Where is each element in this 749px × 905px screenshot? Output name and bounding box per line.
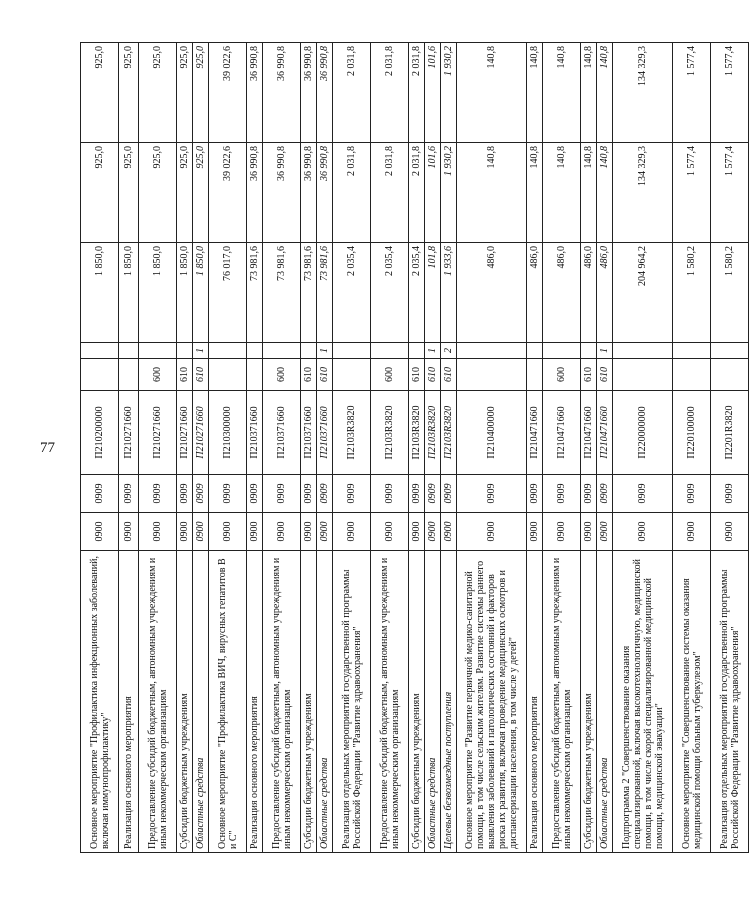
cell-sum-3: 1 930,2 xyxy=(441,43,457,143)
cell-expense-type: 610 xyxy=(425,359,441,391)
table-row xyxy=(425,43,441,853)
cell-target-article: П210471660 xyxy=(527,391,543,475)
cell-sum-1: 76 017,0 xyxy=(209,243,247,343)
cell-expense-type: 600 xyxy=(371,359,409,391)
cell-razdel: 0900 xyxy=(81,513,119,551)
cell-expense-type: 610 xyxy=(581,359,597,391)
cell-name: Основное мероприятие "Профилактика ВИЧ, вирусных гепатитов В и С" xyxy=(209,551,247,853)
cell-sum-3: 925,0 xyxy=(119,43,139,143)
cell-expense-type xyxy=(613,359,673,391)
cell-name: Субсидии бюджетным учреждениям xyxy=(581,551,597,853)
cell-podrazdel: 0909 xyxy=(581,475,597,513)
cell-funding-source xyxy=(613,343,673,359)
cell-sum-2: 39 022,6 xyxy=(209,143,247,243)
cell-name: Основное мероприятие "Профилактика инфекционных заболеваний, включая иммунопрофилактику" xyxy=(81,551,119,853)
cell-expense-type: 610 xyxy=(193,359,209,391)
cell-podrazdel: 0909 xyxy=(301,475,317,513)
cell-name: Областные средства xyxy=(193,551,209,853)
cell-podrazdel: 0909 xyxy=(527,475,543,513)
cell-expense-type: 600 xyxy=(139,359,177,391)
cell-sum-1: 73 981,6 xyxy=(247,243,263,343)
cell-razdel: 0900 xyxy=(301,513,317,551)
cell-sum-2: 1 577,4 xyxy=(673,143,711,243)
cell-sum-3: 2 031,8 xyxy=(409,43,425,143)
cell-razdel: 0900 xyxy=(139,513,177,551)
cell-sum-2: 925,0 xyxy=(193,143,209,243)
cell-name: Реализация основного мероприятия xyxy=(119,551,139,853)
cell-sum-3: 134 329,3 xyxy=(613,43,673,143)
cell-target-article: П210471660 xyxy=(597,391,613,475)
cell-sum-3: 925,0 xyxy=(177,43,193,143)
cell-sum-3: 925,0 xyxy=(193,43,209,143)
cell-target-article: П210371660 xyxy=(301,391,317,475)
cell-podrazdel: 0909 xyxy=(193,475,209,513)
cell-target-article: П220100000 xyxy=(673,391,711,475)
cell-podrazdel: 0909 xyxy=(209,475,247,513)
cell-name: Подпрограмма 2 "Совершенствование оказания специализированной, включая высокотехнологичную, медицинской помощи, в том числе скорой специализированной медицинской помощи, медицинской эвакуации" xyxy=(613,551,673,853)
cell-sum-3: 101,6 xyxy=(425,43,441,143)
cell-name: Реализация основного мероприятия xyxy=(247,551,263,853)
cell-sum-2: 36 990,8 xyxy=(301,143,317,243)
cell-sum-3: 36 990,8 xyxy=(317,43,333,143)
cell-razdel: 0900 xyxy=(263,513,301,551)
cell-sum-2: 36 990,8 xyxy=(317,143,333,243)
table-row xyxy=(193,43,209,853)
table-row xyxy=(597,43,613,853)
cell-target-article: П2103R3820 xyxy=(333,391,371,475)
cell-funding-source xyxy=(371,343,409,359)
cell-expense-type xyxy=(119,359,139,391)
cell-sum-1: 2 035,4 xyxy=(371,243,409,343)
cell-razdel: 0900 xyxy=(457,513,527,551)
cell-funding-source xyxy=(409,343,425,359)
cell-razdel: 0900 xyxy=(441,513,457,551)
cell-razdel: 0900 xyxy=(597,513,613,551)
cell-expense-type: 600 xyxy=(543,359,581,391)
cell-target-article: П210271660 xyxy=(139,391,177,475)
cell-sum-1: 1 850,0 xyxy=(139,243,177,343)
cell-expense-type: 610 xyxy=(441,359,457,391)
cell-sum-2: 140,8 xyxy=(581,143,597,243)
cell-name: Реализация основного мероприятия xyxy=(527,551,543,853)
cell-sum-3: 2 031,8 xyxy=(333,43,371,143)
cell-expense-type xyxy=(711,359,749,391)
cell-razdel: 0900 xyxy=(613,513,673,551)
cell-expense-type: 610 xyxy=(177,359,193,391)
table-row xyxy=(673,43,711,853)
cell-sum-3: 140,8 xyxy=(457,43,527,143)
cell-target-article: П210371660 xyxy=(247,391,263,475)
cell-sum-2: 2 031,8 xyxy=(371,143,409,243)
cell-podrazdel: 0909 xyxy=(333,475,371,513)
table-row xyxy=(543,43,581,853)
cell-sum-3: 2 031,8 xyxy=(371,43,409,143)
cell-razdel: 0900 xyxy=(371,513,409,551)
cell-expense-type xyxy=(673,359,711,391)
cell-expense-type xyxy=(209,359,247,391)
cell-sum-1: 1 850,0 xyxy=(177,243,193,343)
cell-razdel: 0900 xyxy=(673,513,711,551)
cell-sum-3: 36 990,8 xyxy=(263,43,301,143)
cell-target-article: П2103R3820 xyxy=(441,391,457,475)
cell-razdel: 0900 xyxy=(177,513,193,551)
cell-target-article: П210471660 xyxy=(581,391,597,475)
cell-razdel: 0900 xyxy=(119,513,139,551)
cell-target-article: П210400000 xyxy=(457,391,527,475)
cell-funding-source xyxy=(139,343,177,359)
cell-sum-3: 140,8 xyxy=(527,43,543,143)
cell-sum-1: 2 035,4 xyxy=(409,243,425,343)
cell-sum-1: 1 580,2 xyxy=(711,243,749,343)
cell-target-article: П2103R3820 xyxy=(425,391,441,475)
cell-razdel: 0900 xyxy=(425,513,441,551)
cell-sum-1: 486,0 xyxy=(581,243,597,343)
table-row xyxy=(301,43,317,853)
cell-name: Предоставление субсидий бюджетным, автономным учреждениям и иным некоммерческим организациям xyxy=(263,551,301,853)
cell-sum-2: 925,0 xyxy=(177,143,193,243)
cell-sum-3: 925,0 xyxy=(81,43,119,143)
cell-name: Предоставление субсидий бюджетным, автономным учреждениям и иным некоммерческим организациям xyxy=(543,551,581,853)
cell-podrazdel: 0909 xyxy=(263,475,301,513)
table-row xyxy=(371,43,409,853)
cell-target-article: П210371660 xyxy=(263,391,301,475)
cell-sum-1: 2 035,4 xyxy=(333,243,371,343)
cell-name: Областные средства xyxy=(597,551,613,853)
cell-name: Основное мероприятие "Совершенствование системы оказания медицинской помощи больным туберкулезом" xyxy=(673,551,711,853)
cell-funding-source: 1 xyxy=(193,343,209,359)
cell-sum-3: 1 577,4 xyxy=(711,43,749,143)
cell-target-article: П2103R3820 xyxy=(371,391,409,475)
cell-funding-source xyxy=(333,343,371,359)
cell-name: Субсидии бюджетным учреждениям xyxy=(409,551,425,853)
table-row xyxy=(409,43,425,853)
cell-expense-type: 610 xyxy=(317,359,333,391)
cell-sum-3: 140,8 xyxy=(581,43,597,143)
cell-razdel: 0900 xyxy=(409,513,425,551)
cell-podrazdel: 0909 xyxy=(673,475,711,513)
table-row xyxy=(139,43,177,853)
cell-expense-type xyxy=(333,359,371,391)
cell-sum-3: 36 990,8 xyxy=(301,43,317,143)
cell-expense-type: 610 xyxy=(301,359,317,391)
cell-target-article: П210300000 xyxy=(209,391,247,475)
cell-funding-source: 2 xyxy=(441,343,457,359)
cell-funding-source: 1 xyxy=(317,343,333,359)
rotated-table-wrapper xyxy=(80,43,741,853)
table-row xyxy=(247,43,263,853)
cell-podrazdel: 0909 xyxy=(119,475,139,513)
cell-sum-1: 101,8 xyxy=(425,243,441,343)
cell-funding-source xyxy=(581,343,597,359)
cell-razdel: 0900 xyxy=(209,513,247,551)
cell-name: Предоставление субсидий бюджетным, автономным учреждениям и иным некоммерческим организациям xyxy=(139,551,177,853)
cell-sum-2: 140,8 xyxy=(543,143,581,243)
cell-funding-source xyxy=(177,343,193,359)
cell-name: Областные средства xyxy=(425,551,441,853)
cell-sum-1: 73 981,6 xyxy=(317,243,333,343)
cell-funding-source xyxy=(81,343,119,359)
cell-sum-3: 36 990,8 xyxy=(247,43,263,143)
cell-podrazdel: 0909 xyxy=(597,475,613,513)
cell-podrazdel: 0909 xyxy=(247,475,263,513)
cell-funding-source: 1 xyxy=(597,343,613,359)
cell-sum-1: 73 981,6 xyxy=(301,243,317,343)
cell-razdel: 0900 xyxy=(527,513,543,551)
cell-target-article: П210200000 xyxy=(81,391,119,475)
cell-name: Предоставление субсидий бюджетным, автономным учреждениям и иным некоммерческим организациям xyxy=(371,551,409,853)
cell-sum-2: 1 930,2 xyxy=(441,143,457,243)
cell-sum-1: 1 850,0 xyxy=(81,243,119,343)
cell-target-article: П220000000 xyxy=(613,391,673,475)
cell-razdel: 0900 xyxy=(193,513,209,551)
table-row xyxy=(441,43,457,853)
cell-razdel: 0900 xyxy=(581,513,597,551)
cell-podrazdel: 0909 xyxy=(457,475,527,513)
cell-expense-type xyxy=(457,359,527,391)
table-row xyxy=(119,43,139,853)
cell-sum-2: 36 990,8 xyxy=(247,143,263,243)
cell-funding-source xyxy=(543,343,581,359)
cell-sum-2: 140,8 xyxy=(527,143,543,243)
cell-sum-2: 36 990,8 xyxy=(263,143,301,243)
cell-target-article: П2103R3820 xyxy=(409,391,425,475)
cell-podrazdel: 0909 xyxy=(81,475,119,513)
cell-podrazdel: 0909 xyxy=(317,475,333,513)
cell-sum-1: 486,0 xyxy=(457,243,527,343)
cell-sum-1: 486,0 xyxy=(527,243,543,343)
cell-sum-2: 925,0 xyxy=(81,143,119,243)
cell-sum-1: 1 933,6 xyxy=(441,243,457,343)
cell-razdel: 0900 xyxy=(333,513,371,551)
cell-expense-type: 610 xyxy=(409,359,425,391)
table-row xyxy=(711,43,749,853)
cell-sum-2: 1 577,4 xyxy=(711,143,749,243)
cell-sum-2: 2 031,8 xyxy=(409,143,425,243)
table-row xyxy=(457,43,527,853)
cell-name: Целевые безвозмездные поступления xyxy=(441,551,457,853)
cell-podrazdel: 0909 xyxy=(371,475,409,513)
cell-target-article: П210271660 xyxy=(177,391,193,475)
table-row xyxy=(333,43,371,853)
cell-funding-source xyxy=(527,343,543,359)
cell-sum-3: 140,8 xyxy=(597,43,613,143)
table-row xyxy=(527,43,543,853)
cell-sum-1: 204 964,2 xyxy=(613,243,673,343)
cell-podrazdel: 0909 xyxy=(711,475,749,513)
cell-sum-3: 1 577,4 xyxy=(673,43,711,143)
cell-sum-3: 925,0 xyxy=(139,43,177,143)
cell-sum-1: 486,0 xyxy=(597,243,613,343)
cell-podrazdel: 0909 xyxy=(441,475,457,513)
cell-podrazdel: 0909 xyxy=(139,475,177,513)
cell-funding-source xyxy=(263,343,301,359)
budget-table xyxy=(80,42,749,853)
cell-sum-2: 134 329,3 xyxy=(613,143,673,243)
table-row xyxy=(613,43,673,853)
table-row xyxy=(209,43,247,853)
cell-sum-2: 925,0 xyxy=(139,143,177,243)
cell-funding-source xyxy=(247,343,263,359)
cell-podrazdel: 0909 xyxy=(543,475,581,513)
cell-expense-type xyxy=(527,359,543,391)
cell-sum-2: 140,8 xyxy=(597,143,613,243)
table-row xyxy=(81,43,119,853)
cell-target-article: П210471660 xyxy=(543,391,581,475)
cell-podrazdel: 0909 xyxy=(613,475,673,513)
cell-funding-source: 1 xyxy=(425,343,441,359)
cell-razdel: 0900 xyxy=(317,513,333,551)
cell-name: Субсидии бюджетным учреждениям xyxy=(177,551,193,853)
cell-sum-1: 486,0 xyxy=(543,243,581,343)
cell-sum-3: 39 022,6 xyxy=(209,43,247,143)
cell-razdel: 0900 xyxy=(247,513,263,551)
table-row xyxy=(263,43,301,853)
cell-name: Основное мероприятие "Развитие первичной медико-санитарной помощи, в том числе сельским жителям. Развитие системы раннего выявления заболеваний и патологических состояний и факторов риска их развития, включая проведение медицинских осмотров и диспансеризации населения, в том числе у детей" xyxy=(457,551,527,853)
cell-expense-type xyxy=(247,359,263,391)
cell-podrazdel: 0909 xyxy=(409,475,425,513)
cell-podrazdel: 0909 xyxy=(425,475,441,513)
cell-sum-1: 1 850,0 xyxy=(193,243,209,343)
cell-razdel: 0900 xyxy=(543,513,581,551)
cell-name: Областные средства xyxy=(317,551,333,853)
cell-funding-source xyxy=(711,343,749,359)
page-number: 77 xyxy=(40,440,55,456)
cell-funding-source xyxy=(457,343,527,359)
cell-funding-source xyxy=(119,343,139,359)
cell-name: Субсидии бюджетным учреждениям xyxy=(301,551,317,853)
cell-target-article: П210271660 xyxy=(119,391,139,475)
cell-expense-type: 600 xyxy=(263,359,301,391)
cell-sum-2: 101,6 xyxy=(425,143,441,243)
cell-podrazdel: 0909 xyxy=(177,475,193,513)
table-row xyxy=(317,43,333,853)
cell-sum-1: 1 850,0 xyxy=(119,243,139,343)
cell-funding-source xyxy=(209,343,247,359)
cell-razdel: 0900 xyxy=(711,513,749,551)
cell-sum-2: 140,8 xyxy=(457,143,527,243)
cell-target-article: П210371660 xyxy=(317,391,333,475)
cell-sum-2: 2 031,8 xyxy=(333,143,371,243)
cell-sum-1: 1 580,2 xyxy=(673,243,711,343)
cell-sum-3: 140,8 xyxy=(543,43,581,143)
cell-target-article: П2201R3820 xyxy=(711,391,749,475)
table-row xyxy=(581,43,597,853)
cell-target-article: П210271660 xyxy=(193,391,209,475)
cell-name: Реализация отдельных мероприятий государственной программы Российской Федерации "Развитие здравоохранения" xyxy=(333,551,371,853)
cell-expense-type: 610 xyxy=(597,359,613,391)
cell-expense-type xyxy=(81,359,119,391)
cell-funding-source xyxy=(673,343,711,359)
cell-name: Реализация отдельных мероприятий государственной программы Российской Федерации "Развитие здравоохранения" xyxy=(711,551,749,853)
table-body xyxy=(81,43,749,853)
table-row xyxy=(177,43,193,853)
cell-sum-2: 925,0 xyxy=(119,143,139,243)
cell-funding-source xyxy=(301,343,317,359)
cell-sum-1: 73 981,6 xyxy=(263,243,301,343)
